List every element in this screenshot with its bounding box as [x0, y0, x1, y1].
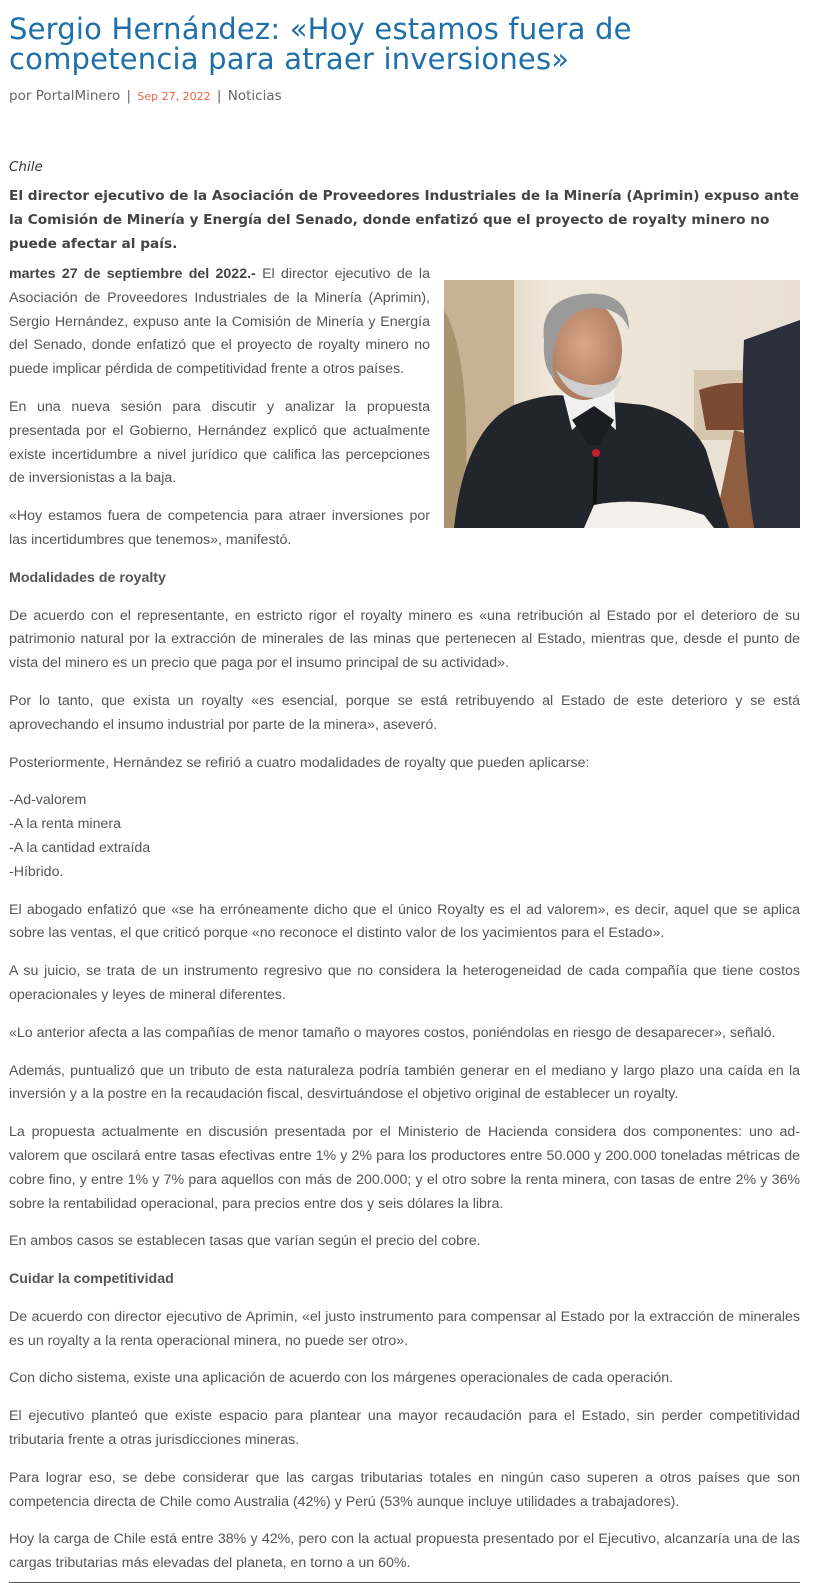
- post-meta: [9, 87, 800, 106]
- paragraph: De acuerdo con el representante, en estricto rigor el royalty minero es «una retribución al Estado por el deterioro de su patrimonio natural por la extracción de minerales de las minas que pertenecen al Estado, mientras que, desde el punto de vista del minero es un precio que paga por el insumo principal de su actividad».: [9, 607, 800, 672]
- section-heading: Modalidades de royalty: [9, 569, 166, 586]
- paragraph: En una nueva sesión para discutir y analizar la propuesta presentada por el Gobierno, Hernández explicó que actualmente existe incertidumbre a nivel jurídico que califica las percepciones de inversionistas a la baja.: [9, 398, 430, 487]
- list-item: -Ad-valorem: [9, 792, 87, 809]
- paragraph: El abogado enfatizó que «se ha erróneamente dicho que el único Royalty es el ad valorem», es decir, aquel que se aplica sobre las ventas, el que criticó porque «no reconoce el distinto valor de los yacimientos para el Estado».: [9, 901, 800, 942]
- royalty-modalities-list: [9, 789, 800, 884]
- section-heading: Cuidar la competitividad: [9, 1271, 174, 1288]
- speaker-photo-image: [444, 280, 800, 528]
- country-label: Chile: [9, 159, 43, 175]
- paragraph: En ambos casos se establecen tasas que varían según el precio del cobre.: [9, 1233, 481, 1250]
- article: [9, 0, 800, 1583]
- paragraph: Hoy la carga de Chile está entre 38% y 42%, pero con la actual propuesta presentado por el Ejecutivo, alcanzaría una de las cargas tributarias más elevadas del planeta, en torno a un 60%.: [9, 1531, 800, 1572]
- paragraph-text: El director ejecutivo de la Asociación de Proveedores Industriales de la Minería (Aprimin), Sergio Hernández, expuso ante la Comisión de Minería y Energía del Senado, donde enfatizó que el proyecto de royalty minero no puede implicar pérdida de competitividad frente a otros países.: [9, 266, 430, 378]
- paragraph: El ejecutivo planteó que existe espacio para plantear una mayor recaudación para el Estado, sin perder competitividad tributaria frente a otras jurisdicciones mineras.: [9, 1408, 800, 1449]
- paragraph: «Hoy estamos fuera de competencia para atraer inversiones por las incertidumbres que tenemos», manifestó.: [9, 508, 430, 548]
- paragraph: De acuerdo con director ejecutivo de Aprimin, «el justo instrumento para compensar al Estado por la extracción de minerales es un royalty a la renta operacional minera, no puede ser otro».: [9, 1308, 800, 1349]
- paragraph: Para lograr eso, se debe considerar que las cargas tributarias totales en ningún caso superen a otros países que son competencia directa de Chile como Australia (42%) y Perú (53% aunque incluye utilidades a trabajadores).: [9, 1469, 800, 1510]
- list-item: -A la cantidad extraída: [9, 839, 151, 856]
- paragraph: A su juicio, se trata de un instrumento regresivo que no considera la heterogeneidad de cada compañía que tiene costos operacionales y leyes de mineral diferentes.: [9, 963, 800, 1003]
- list-item: -Híbrido.: [9, 863, 64, 880]
- meta-prefix: por: [9, 88, 32, 104]
- article-title: Sergio Hernández: «Hoy estamos fuera de competencia para atraer inversiones»: [9, 12, 632, 76]
- author-link[interactable]: PortalMinero: [35, 88, 121, 104]
- article-lead: El director ejecutivo de la Asociación de Proveedores Industriales de la Minería (Aprimin) expuso ante la Comisión de Minería y Energía del Senado, donde enfatizó que el proyecto de royalty minero no puede afectar al país.: [9, 188, 799, 252]
- article-body: [9, 263, 800, 1576]
- meta-separator: |: [216, 88, 222, 104]
- paragraph: «Lo anterior afecta a las compañías de menor tamaño o mayores costos, poniéndolas en riesgo de desaparecer», señaló.: [9, 1024, 776, 1041]
- dateline: martes 27 de septiembre del 2022.-: [9, 266, 256, 282]
- article-photo: [444, 280, 800, 528]
- category-link[interactable]: Noticias: [227, 88, 282, 104]
- meta-separator: |: [126, 88, 132, 104]
- paragraph: Con dicho sistema, existe una aplicación de acuerdo con los márgenes operacionales de cada operación.: [9, 1370, 674, 1387]
- list-item: -A la renta minera: [9, 816, 121, 833]
- post-date: Sep 27, 2022: [137, 90, 211, 103]
- paragraph: Por lo tanto, que exista un royalty «es esencial, porque se está retribuyendo al Estado de este deterioro y se está aprovechando el insumo industrial por parte de la minera», aseveró.: [9, 692, 800, 733]
- paragraph: La propuesta actualmente en discusión presentada por el Ministerio de Hacienda considera dos componentes: uno ad-valorem que oscilará entre tasas efectivas entre 1% y 2% para los productores entre 50.000 y 200.000 toneladas métricas de cobre fino, y entre 1% y 7% para aquellos con más de 200.000; y el otro sobre la renta minera, con tasas de entre 2% y 36% sobre la rentabilidad operacional, para precios entre dos y seis dólares la libra.: [9, 1124, 800, 1212]
- paragraph: Además, puntualizó que un tributo de esta naturaleza podría también generar en el mediano y largo plazo una caída en la inversión y a la postre en la recaudación fiscal, desvirtuándose el objetivo original de establecer un royalty.: [9, 1062, 800, 1103]
- paragraph: Posteriormente, Hernández se refirió a cuatro modalidades de royalty que pueden aplicarse:: [9, 754, 590, 771]
